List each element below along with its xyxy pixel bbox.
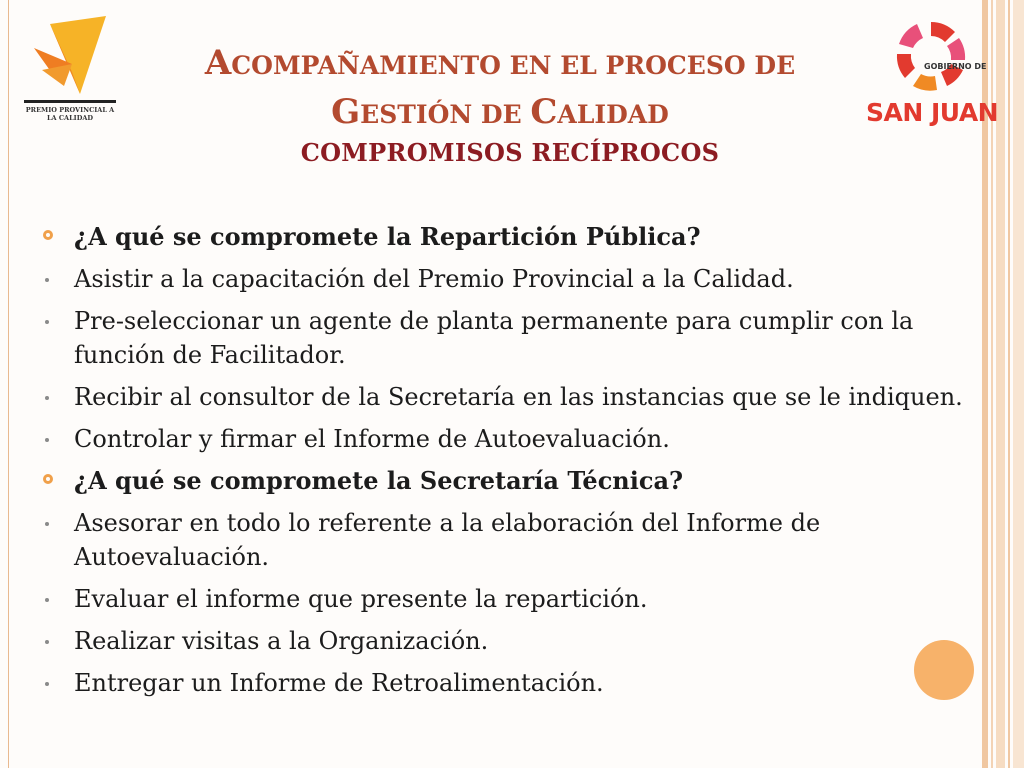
- content-list: [40, 220, 980, 708]
- list-item: [40, 582, 980, 616]
- dot-bullet-icon: [45, 278, 49, 282]
- item-text: Controlar y firmar el Informe de Autoevaluación.: [74, 425, 670, 453]
- title-text: ESTIÓN DE: [360, 100, 531, 129]
- page-title: [110, 40, 890, 138]
- dot-bullet-icon: [45, 320, 49, 324]
- list-item: [40, 624, 980, 658]
- title-text: ALIDAD: [557, 100, 669, 129]
- ring-bullet-icon: [43, 230, 53, 240]
- title-line-2: [110, 89, 890, 138]
- question-item: [40, 220, 980, 254]
- premio-provincial-logo: [20, 12, 120, 127]
- right-border-stripe: [1008, 0, 1010, 768]
- decorative-orange-circle: [914, 640, 974, 700]
- item-text: ¿A qué se compromete la Repartición Pública?: [74, 222, 701, 251]
- premio-flag-icon: [20, 12, 120, 104]
- title-initial: G: [331, 92, 361, 132]
- list-item: [40, 304, 980, 372]
- dot-bullet-icon: [45, 682, 49, 686]
- title-line-1: [110, 40, 890, 89]
- right-border-stripe: [1013, 0, 1024, 768]
- list-item: [40, 422, 980, 456]
- title-initial: C: [530, 92, 558, 132]
- san-juan-label: SAN JUAN: [866, 98, 999, 127]
- list-item: [40, 262, 980, 296]
- list-item: [40, 380, 980, 414]
- item-text: ¿A qué se compromete la Secretaría Técnica?: [74, 466, 684, 495]
- list-item: [40, 666, 980, 700]
- title-initial: A: [204, 43, 232, 83]
- page-subtitle: COMPROMISOS RECÍPROCOS: [300, 138, 720, 167]
- dot-bullet-icon: [45, 438, 49, 442]
- ring-bullet-icon: [43, 474, 53, 484]
- dot-bullet-icon: [45, 640, 49, 644]
- list-item: [40, 506, 980, 574]
- gobierno-label: GOBIERNO DE: [924, 62, 987, 71]
- dot-bullet-icon: [45, 598, 49, 602]
- title-text: COMPAÑAMIENTO EN EL PROCESO DE: [231, 51, 796, 80]
- item-text: Pre-seleccionar un agente de planta permanente para cumplir con la función de Facilitador.: [74, 307, 914, 369]
- item-text: Asistir a la capacitación del Premio Provincial a la Calidad.: [74, 265, 794, 293]
- item-text: Entregar un Informe de Retroalimentación.: [74, 669, 604, 697]
- item-text: Realizar visitas a la Organización.: [74, 627, 489, 655]
- sun-emblem-icon: [886, 18, 976, 98]
- question-item: [40, 464, 980, 498]
- item-text: Recibir al consultor de la Secretaría en las instancias que se le indiquen.: [74, 383, 963, 411]
- item-text: Evaluar el informe que presente la repartición.: [74, 585, 648, 613]
- left-border-line: [8, 0, 9, 768]
- premio-logo-caption: PREMIO PROVINCIAL A LA CALIDAD: [25, 106, 115, 122]
- dot-bullet-icon: [45, 522, 49, 526]
- item-text: Asesorar en todo lo referente a la elaboración del Informe de Autoevaluación.: [74, 509, 821, 571]
- dot-bullet-icon: [45, 396, 49, 400]
